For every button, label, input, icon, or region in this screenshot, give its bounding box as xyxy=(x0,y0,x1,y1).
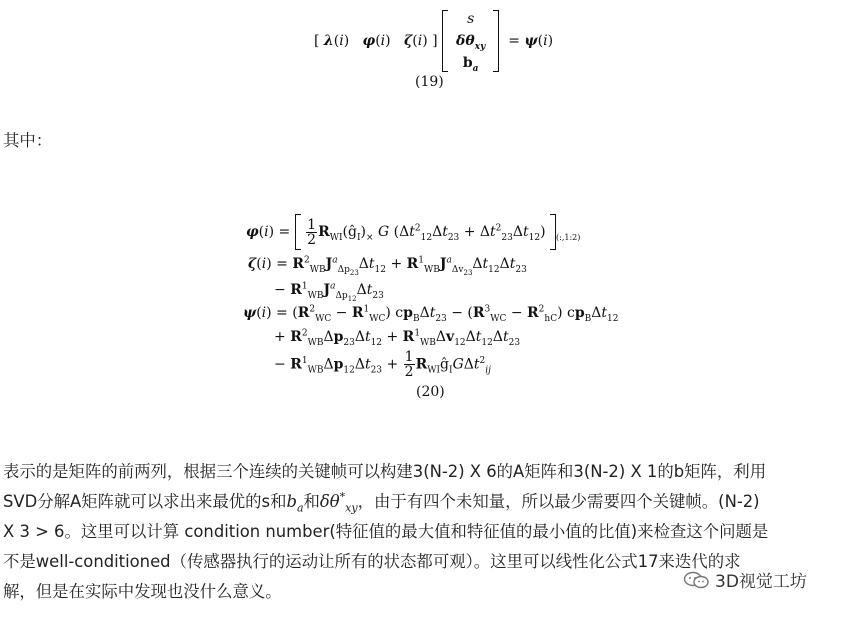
eq20-zeta-line2: − $R^1_{WB}J^a_{\Delta p_{12}}\Delta t_{23}$ xyxy=(274,281,384,303)
eq19-vec-ba: $b_a$ xyxy=(462,55,479,74)
eq19-vec-right-bracket xyxy=(493,10,499,72)
paragraph-line-3: X 3 > 6。这里可以计算 condition number(特征值的最大值和特征值的最小值的比值)来检查这个问题是 xyxy=(3,522,769,541)
eq19-vector xyxy=(448,8,493,74)
eq19-number: (19) xyxy=(415,74,444,90)
eq20-psi-frac: $\frac{1}{2}$ xyxy=(404,349,414,380)
paragraph-line-4: 不是well-conditioned（传感器执行的运动让所有的状态都可观）。这里可以线性化公式17来迭代的求 xyxy=(3,552,741,571)
eq20-phi-line: φ(i) = $\frac{1}{2}$ $R_{WI}(ĝ_I)_\times$ G $(\Delta t^2_{12}\Delta t_{23} + \Delta t^2_{23}\Delta t_{12})$ $_{(:,1:2)}$ xyxy=(246,214,580,250)
eq19-vec-s: s xyxy=(467,11,475,27)
watermark-text: 3D视觉工坊 xyxy=(715,572,807,592)
eq20-psi-line1: $\psi(i) = (R^2_{WC} - R^1_{WC}) cp_B\Delta t_{23} - (R^3_{WC} - R^2_{hC})$ $cp_B\Delta t_{12}$ xyxy=(243,304,619,324)
eq20-psi-line2: + $R^2_{WB}\Delta p_{23}\Delta t_{12} + R^1_{WB}\Delta v_{12}\Delta t_{12}\Delta t_{23}$ xyxy=(274,328,521,348)
eq20-phi-frac: $\frac{1}{2}$ xyxy=(307,216,317,248)
inline-theta: $\delta\theta^*_{xy}$ xyxy=(319,490,358,515)
where-label: 其中： xyxy=(3,131,53,150)
paragraph-line-2: SVD分解A矩阵就可以求出来最优的s和$b_a$和$\delta\theta^*_{xy}$，由于有四个未知量，所以最少需要四个关键帧。(N-2) xyxy=(3,490,760,515)
eq19-lhs: [ λ(i) φ(i) ζ(i) ] xyxy=(314,33,438,49)
paragraph-line-1: 表示的是矩阵的前两列，根据三个连续的关键帧可以构建3(N-2) X 6的A矩阵和3(N-2) X 1的b矩阵，利用 xyxy=(3,462,767,481)
watermark xyxy=(683,567,807,592)
wechat-icon xyxy=(683,570,711,590)
equation-19 xyxy=(314,8,553,74)
eq20-number: (20) xyxy=(416,384,445,400)
eq19-rhs: = ψ(i) xyxy=(503,33,554,49)
eq19-vec-theta: $\delta\theta_{xy}$ xyxy=(456,33,486,52)
eq20-zeta-line1: $\zeta(i) = R^2_{WB}J^a_{\Delta p_{23}}\Delta t_{12} + R^1_{WB}J^a_{\Delta v_{23}}\Delta t_{12}\Delta t_{23}$ xyxy=(248,255,527,277)
inline-ba: $b_a$ xyxy=(286,492,304,515)
eq20-psi-line3: − $R^1_{WB}\Delta p_{12}\Delta t_{23}$ + $\frac{1}{2}$ $R_{WI}ĝ_IG\Delta t^2_{ij}$ xyxy=(274,349,491,380)
paragraph-line-5: 解，但是在实际中发现也没什么意义。 xyxy=(3,582,282,601)
